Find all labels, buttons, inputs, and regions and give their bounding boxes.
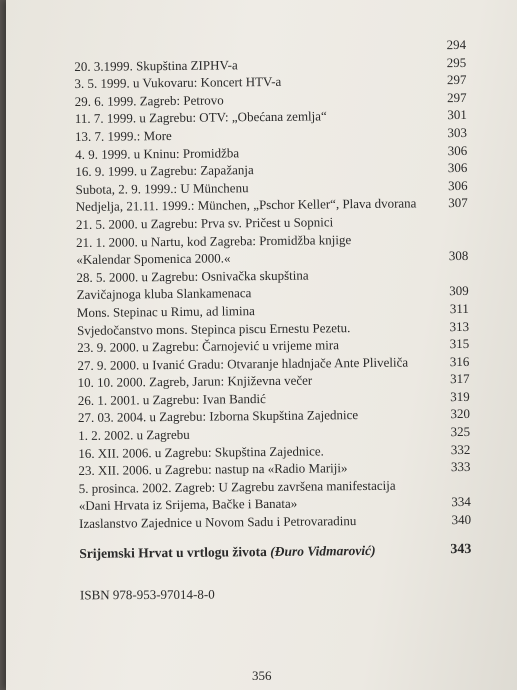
toc-entry-title: 21. 1. 2000. u Nartu, kod Zagreba: Promidžba knjige [76, 231, 352, 250]
toc-entry-page: 340 [451, 511, 472, 528]
toc-entry-page: 306 [447, 142, 468, 158]
page-number: 356 [252, 668, 272, 683]
toc-entry [79, 511, 471, 533]
toc-entry-title: 3. 5. 1999. u Vukovaru: Koncert HTV-a [74, 74, 282, 92]
toc-entry-title: 1. 2. 2002. u Zagrebu [78, 426, 190, 444]
toc-entry-page: 297 [446, 72, 467, 88]
toc-entry-title: 20. 3.1999. Skupština ZIPHV-a [74, 56, 238, 74]
toc-final-entry [79, 540, 471, 562]
toc-entry-title: 11. 7. 1999. u Zagrebu: OTV: „Obećana zemlja“ [74, 108, 327, 127]
final-entry-page: 343 [450, 541, 472, 557]
toc-entry-page: 325 [450, 423, 471, 440]
toc-entry-page: 303 [447, 124, 468, 141]
book-page [6, 0, 517, 690]
toc-entry-page: 306 [447, 160, 468, 176]
toc-entry-page: 306 [447, 177, 468, 193]
toc-entry-page: 316 [449, 353, 470, 369]
toc-entry-page: 333 [450, 459, 471, 475]
final-entry-title: Srijemski Hrvat u vrtlogu života [79, 543, 267, 561]
toc-entry-title: Nedjelja, 21.11. 1999.: München, „Pschor Keller“, Plava dvorana [75, 195, 417, 215]
toc-entry-title: 5. prosinca. 2002. Zagreb: U Zagrebu završena manifestacija [78, 477, 396, 496]
table-of-contents [74, 36, 471, 562]
toc-entry-title: 13. 7. 1999.: More [74, 127, 172, 144]
toc-entry-title: 16. XII. 2006. u Zagrebu: Skupština Zajednice. [78, 443, 324, 461]
toc-entry-title: 4. 9. 1999. u Kninu: Promidžba [75, 144, 240, 162]
toc-entry-title: 10. 10. 2000. Zagreb, Jarun: Književna večer [77, 372, 313, 391]
toc-entry-title: Zavičajnoga kluba Slankamenaca [76, 285, 252, 303]
toc-entry-page: 320 [450, 406, 471, 422]
toc-entry-title: «Kalendar Spomenica 2000.« [76, 250, 231, 268]
toc-entry-page: 308 [448, 248, 469, 264]
toc-entry-title: «Dani Hrvata iz Srijema, Bačke i Banata» [78, 496, 298, 514]
toc-entry-page: 319 [450, 388, 470, 404]
toc-entry-title: 28. 5. 2000. u Zagrebu: Osnivačka skupština [76, 267, 309, 285]
toc-entry-title: Mons. Stepinac u Rimu, ad limina [76, 303, 255, 320]
toc-entry-page: 317 [449, 371, 470, 387]
toc-entry-page: 315 [449, 335, 470, 352]
toc-entry-page: 334 [451, 494, 471, 510]
toc-entry-page: 295 [446, 54, 467, 70]
toc-entry-title: 29. 6. 1999. Zagreb: Petrovo [74, 92, 224, 109]
toc-entry-title: Subota, 2. 9. 1999.: U Münchenu [75, 179, 249, 197]
toc-entry-page: 332 [450, 441, 471, 457]
toc-entry-title: 23. 9. 2000. u Zagrebu: Čarnojević u vrijeme mira [77, 337, 340, 356]
toc-entry-page: 297 [447, 89, 467, 105]
toc-entry-title: 27. 9. 2000. u Ivanić Gradu: Otvaranje hladnjače Ante Pliveliča [77, 354, 409, 373]
toc-entry-page: 301 [447, 107, 467, 123]
toc-entry-title: 21. 5. 2000. u Zagrebu: Prva sv. Pričest u Sopnici [75, 214, 334, 232]
toc-entry-title: Izaslanstvo Zajednice u Novom Sadu i Petrovaradinu [78, 513, 357, 532]
toc-entry-title: 23. XII. 2006. u Zagrebu: nastup na «Radio Mariji» [78, 460, 348, 479]
toc-entry-title: Svjedočanstvo mons. Stepinca piscu Ernestu Pezetu. [76, 319, 351, 338]
toc-entry-page: 307 [448, 195, 468, 211]
toc-entry-page: 313 [449, 318, 470, 334]
toc-entry-page: 311 [449, 300, 469, 316]
isbn: ISBN 978-953-97014-8-0 [79, 586, 215, 603]
toc-entry-page: 294 [446, 36, 467, 53]
toc-entry-page: 309 [449, 283, 469, 299]
toc-entry-title: 26. 1. 2001. u Zagrebu: Ivan Bandić [77, 390, 266, 408]
final-entry-author: (Đuro Vidmarović) [270, 542, 376, 559]
toc-entry-title: 16. 9. 1999. u Zagrebu: Zapažanja [75, 162, 254, 180]
toc-entry-title: 27. 03. 2004. u Zagrebu: Izborna Skupština Zajednice [77, 407, 359, 426]
